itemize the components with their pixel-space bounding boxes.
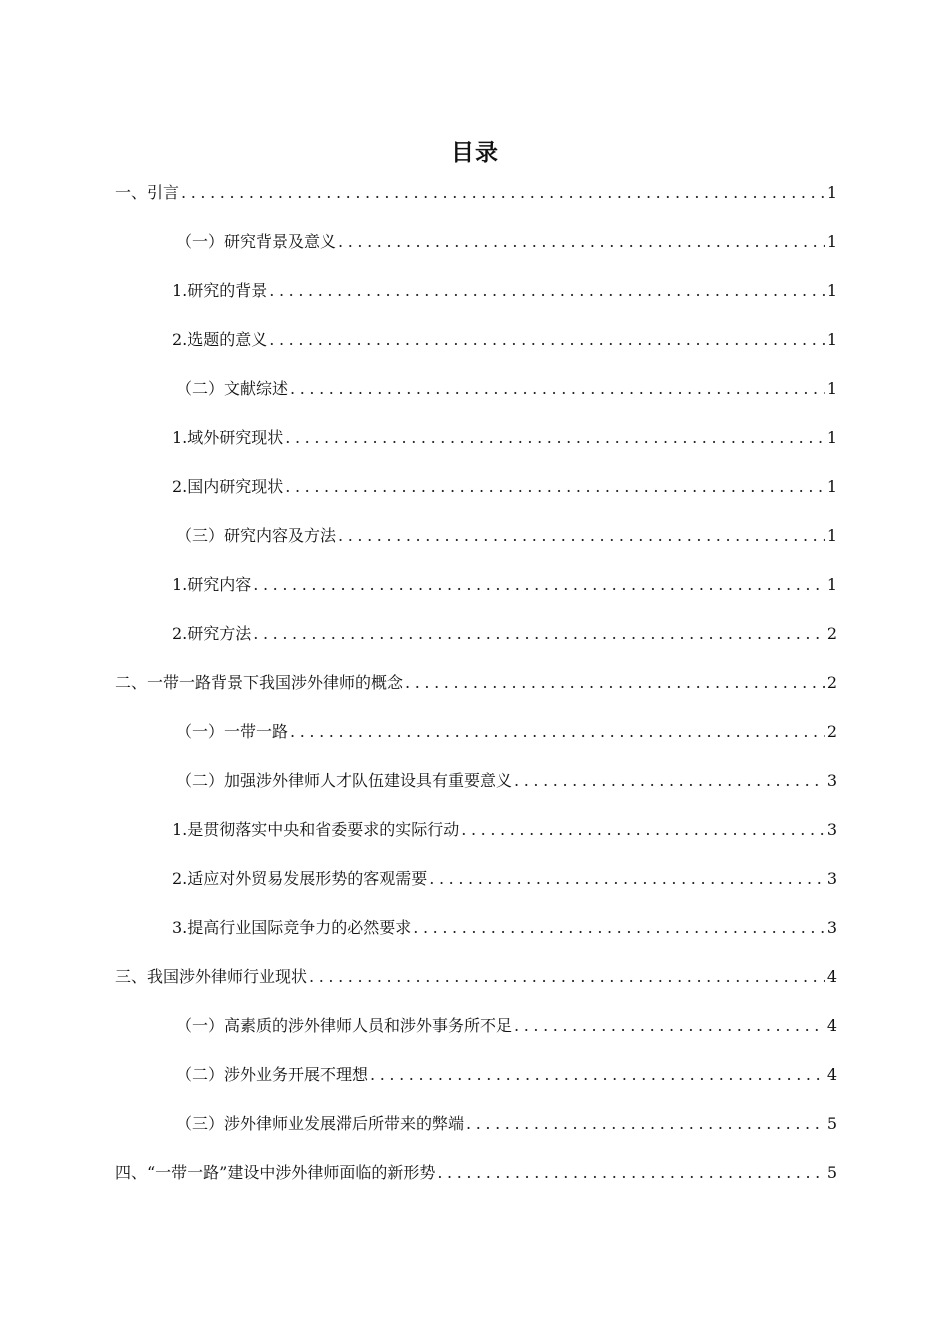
toc-leader-dots (290, 722, 825, 742)
toc-entry-text: 2.适应对外贸易发展形势的客观需要 (172, 868, 428, 888)
toc-entry[interactable] (115, 1050, 837, 1099)
toc-leader-dots (413, 918, 825, 938)
toc-leader-dots (269, 330, 825, 350)
toc-entry-text: （一）高素质的涉外律师人员和涉外事务所不足 (176, 1015, 513, 1035)
toc-page-number: 1 (826, 329, 837, 349)
toc-leader-dots (338, 526, 825, 546)
toc-entry-text: （一）研究背景及意义 (176, 231, 337, 251)
toc-page-number: 3 (826, 868, 837, 888)
toc-entry-text: （二）涉外业务开展不理想 (176, 1064, 369, 1084)
toc-entry-text: （一）一带一路 (176, 721, 289, 741)
toc-page-number: 2 (826, 721, 837, 741)
toc-leader-dots (370, 1065, 825, 1085)
toc-entry[interactable] (115, 168, 837, 217)
toc-page-number: 1 (826, 378, 837, 398)
toc-entry-text: （二）加强涉外律师人才队伍建设具有重要意义 (176, 770, 513, 790)
toc-entry[interactable] (115, 1099, 837, 1148)
toc-leader-dots (429, 869, 825, 889)
toc-page-number: 1 (826, 280, 837, 300)
toc-page-number: 4 (826, 1064, 837, 1084)
toc-page-number: 2 (826, 623, 837, 643)
toc-entry-text: 2.国内研究现状 (172, 476, 284, 496)
toc-leader-dots (285, 477, 825, 497)
toc-entry[interactable] (115, 854, 837, 903)
toc-entry[interactable] (115, 364, 837, 413)
toc-page-number: 1 (826, 182, 837, 202)
toc-entry-text: 一、引言 (115, 182, 180, 202)
toc-page-number: 4 (826, 966, 837, 986)
toc-title: 目录 (451, 140, 499, 166)
toc-entry-text: 3.提高行业国际竞争力的必然要求 (172, 917, 412, 937)
toc-page-number: 5 (826, 1113, 837, 1133)
toc-page-number: 1 (826, 427, 837, 447)
toc-leader-dots (285, 428, 825, 448)
toc-page-number: 5 (826, 1162, 837, 1182)
toc-entry[interactable] (115, 805, 837, 854)
toc-page-number: 1 (826, 231, 837, 251)
toc-entry-text: 1.研究的背景 (172, 280, 268, 300)
toc-entry-text: （三）涉外律师业发展滞后所带来的弊端 (176, 1113, 465, 1133)
toc-entry-text: 2.研究方法 (172, 623, 252, 643)
toc-entry[interactable] (115, 217, 837, 266)
toc-leader-dots (290, 379, 825, 399)
toc-entry[interactable] (115, 511, 837, 560)
toc-leader-dots (466, 1114, 825, 1134)
toc-leader-dots (514, 1016, 825, 1036)
toc-entry[interactable] (115, 315, 837, 364)
toc-page-number: 3 (826, 770, 837, 790)
toc-leader-dots (514, 771, 825, 791)
toc-entry[interactable] (115, 756, 837, 805)
toc-leader-dots (437, 1163, 824, 1183)
toc-entry-text: 三、我国涉外律师行业现状 (115, 966, 308, 986)
toc-entry[interactable] (115, 462, 837, 511)
toc-page-number: 4 (826, 1015, 837, 1035)
toc-page-number: 1 (826, 476, 837, 496)
toc-page-number: 2 (826, 672, 837, 692)
toc-entry[interactable] (115, 560, 837, 609)
toc-leader-dots (461, 820, 825, 840)
toc-entry-text: 1.域外研究现状 (172, 427, 284, 447)
toc-leader-dots (405, 673, 825, 693)
toc-entry-text: 1.研究内容 (172, 574, 252, 594)
toc-leader-dots (181, 183, 825, 203)
toc-leader-dots (338, 232, 825, 252)
toc-entry-text: （二）文献综述 (176, 378, 289, 398)
toc-entry-text: 四、“一带一路”建设中涉外律师面临的新形势 (115, 1162, 436, 1182)
toc-entry[interactable] (115, 952, 837, 1001)
toc-leader-dots (269, 281, 825, 301)
toc-entry[interactable] (115, 658, 837, 707)
toc-entry-text: 二、一带一路背景下我国涉外律师的概念 (115, 672, 404, 692)
toc-page-number: 3 (826, 819, 837, 839)
toc-entry-text: 1.是贯彻落实中央和省委要求的实际行动 (172, 819, 460, 839)
toc-entry[interactable] (115, 707, 837, 756)
table-of-contents (115, 168, 837, 1197)
toc-page-number: 1 (826, 525, 837, 545)
toc-entry[interactable] (115, 903, 837, 952)
toc-entry-text: （三）研究内容及方法 (176, 525, 337, 545)
toc-entry[interactable] (115, 1148, 837, 1197)
toc-entry[interactable] (115, 413, 837, 462)
toc-entry[interactable] (115, 1001, 837, 1050)
toc-page-number: 3 (826, 917, 837, 937)
toc-entry[interactable] (115, 266, 837, 315)
toc-leader-dots (309, 967, 825, 987)
toc-leader-dots (253, 575, 825, 595)
toc-leader-dots (253, 624, 825, 644)
toc-entry-text: 2.选题的意义 (172, 329, 268, 349)
toc-entry[interactable] (115, 609, 837, 658)
toc-page-number: 1 (826, 574, 837, 594)
